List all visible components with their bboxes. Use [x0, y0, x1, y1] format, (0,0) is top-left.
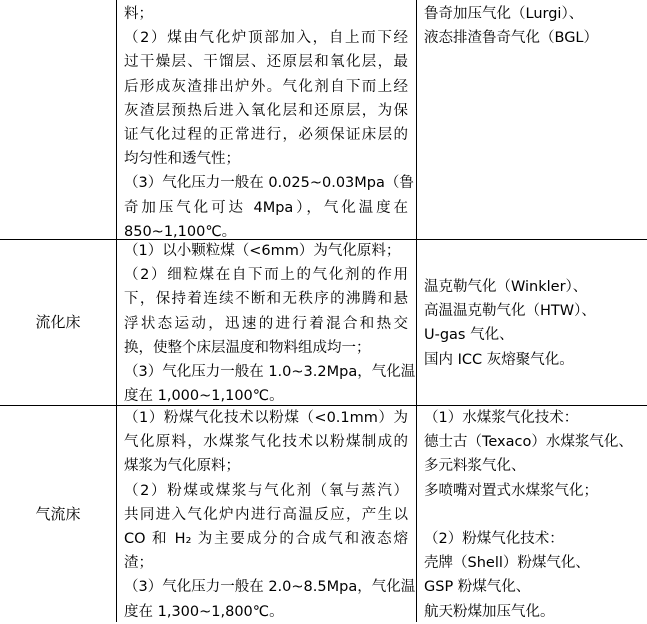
description-line: 850~1,100℃。 [124, 223, 237, 240]
example-line: 航天粉煤加压气化。 [424, 603, 555, 620]
description-line: 证气化过程的正常进行，必须保证床层的 [124, 127, 408, 144]
description-line: 渣； [124, 555, 153, 572]
description-line: （3）气化压力一般在 0.025~0.03Mpa（鲁 [124, 175, 414, 192]
description-line: 后形成灰渣排出炉外。气化剂自下而上经 [124, 78, 408, 95]
example-line: 温克勒气化（Winkler）、 [424, 279, 588, 295]
description-line: 均匀性和透气性； [124, 151, 240, 168]
example-line: 多元料浆气化、 [424, 458, 526, 475]
description-line: （1）以小颗粒煤（<6mm）为气化原料； [124, 243, 401, 259]
example-line: 德士古（Texaco）水煤浆气化、 [424, 434, 633, 451]
example-line: GSP 粉煤气化、 [424, 579, 531, 596]
description-line: 煤浆为气化原料； [124, 458, 240, 475]
description-line: 料； [124, 6, 153, 22]
examples-cell-fixed-bed [424, 2, 644, 50]
column-divider-2 [416, 0, 417, 622]
row-label-entrained-flow-bed [0, 406, 116, 622]
description-line: 度在 1,300~1,800℃。 [124, 603, 284, 620]
column-divider-1 [116, 0, 117, 622]
row-label-fluidized-bed [0, 240, 116, 405]
description-line: 浮状态运动，迅速的进行着混合和热交 [124, 315, 408, 332]
description-cell-fixed-bed [124, 2, 414, 244]
example-blank-line [424, 503, 646, 527]
description-line: 奇加压气化可达 4Mpa），气化温度在 [124, 199, 408, 216]
description-line: CO 和 H₂ 为主要成分的合成气和液态熔 [124, 531, 408, 548]
row-label-text: 气流床 [35, 504, 81, 523]
example-line: 壳牌（Shell）粉煤气化、 [424, 555, 590, 572]
row-label-fixed-bed [0, 0, 116, 239]
description-line: （2）煤由气化炉顶部加入，自上而下经 [124, 30, 408, 47]
example-line: 多喷嘴对置式水煤浆气化； [424, 482, 598, 499]
example-line: （2）粉煤气化技术： [424, 531, 564, 547]
examples-cell-fluidized-bed [424, 275, 644, 372]
description-line: 换，使整个床层温度和物料组成均一； [124, 339, 371, 356]
description-line: （3）气化压力一般在 1.0~3.2Mpa，气化温 [124, 364, 416, 381]
description-line: 下，保持着连续不断和无秩序的沸腾和悬 [124, 291, 408, 308]
description-line: 度在 1,000~1,100℃。 [124, 388, 284, 405]
description-line: （3）气化压力一般在 2.0~8.5Mpa，气化温 [124, 579, 416, 596]
description-line: 过干燥层、干馏层、还原层和氧化层，最 [124, 54, 408, 71]
example-line: 国内 ICC 灰熔聚气化。 [424, 351, 574, 368]
description-cell-entrained-flow-bed [124, 406, 416, 624]
example-line: U-gas 气化、 [424, 327, 514, 344]
description-line: （1）粉煤气化技术以粉煤（<0.1mm）为 [124, 410, 408, 426]
description-line: 气化原料，水煤浆气化技术以粉煤制成的 [124, 434, 408, 451]
examples-cell-entrained-flow-bed [424, 406, 646, 624]
description-line: 灰渣层预热后进入氧化层和还原层，为保 [124, 102, 408, 119]
example-line: 鲁奇加压气化（Lurgi）、 [424, 6, 584, 22]
example-line: 高温温克勒气化（HTW）、 [424, 303, 596, 320]
description-cell-fluidized-bed [124, 239, 416, 408]
example-line: 液态排渣鲁奇气化（BGL） [424, 30, 599, 47]
description-line: （2）粉煤或煤浆与气化剂（氧与蒸汽） [124, 482, 408, 499]
description-line: 共同进入气化炉内进行高温反应，产生以 [124, 506, 408, 523]
example-line: （1）水煤浆气化技术： [424, 410, 579, 426]
description-line: （2）细粒煤在自下而上的气化剂的作用 [124, 267, 408, 284]
row-label-text: 流化床 [35, 313, 81, 332]
